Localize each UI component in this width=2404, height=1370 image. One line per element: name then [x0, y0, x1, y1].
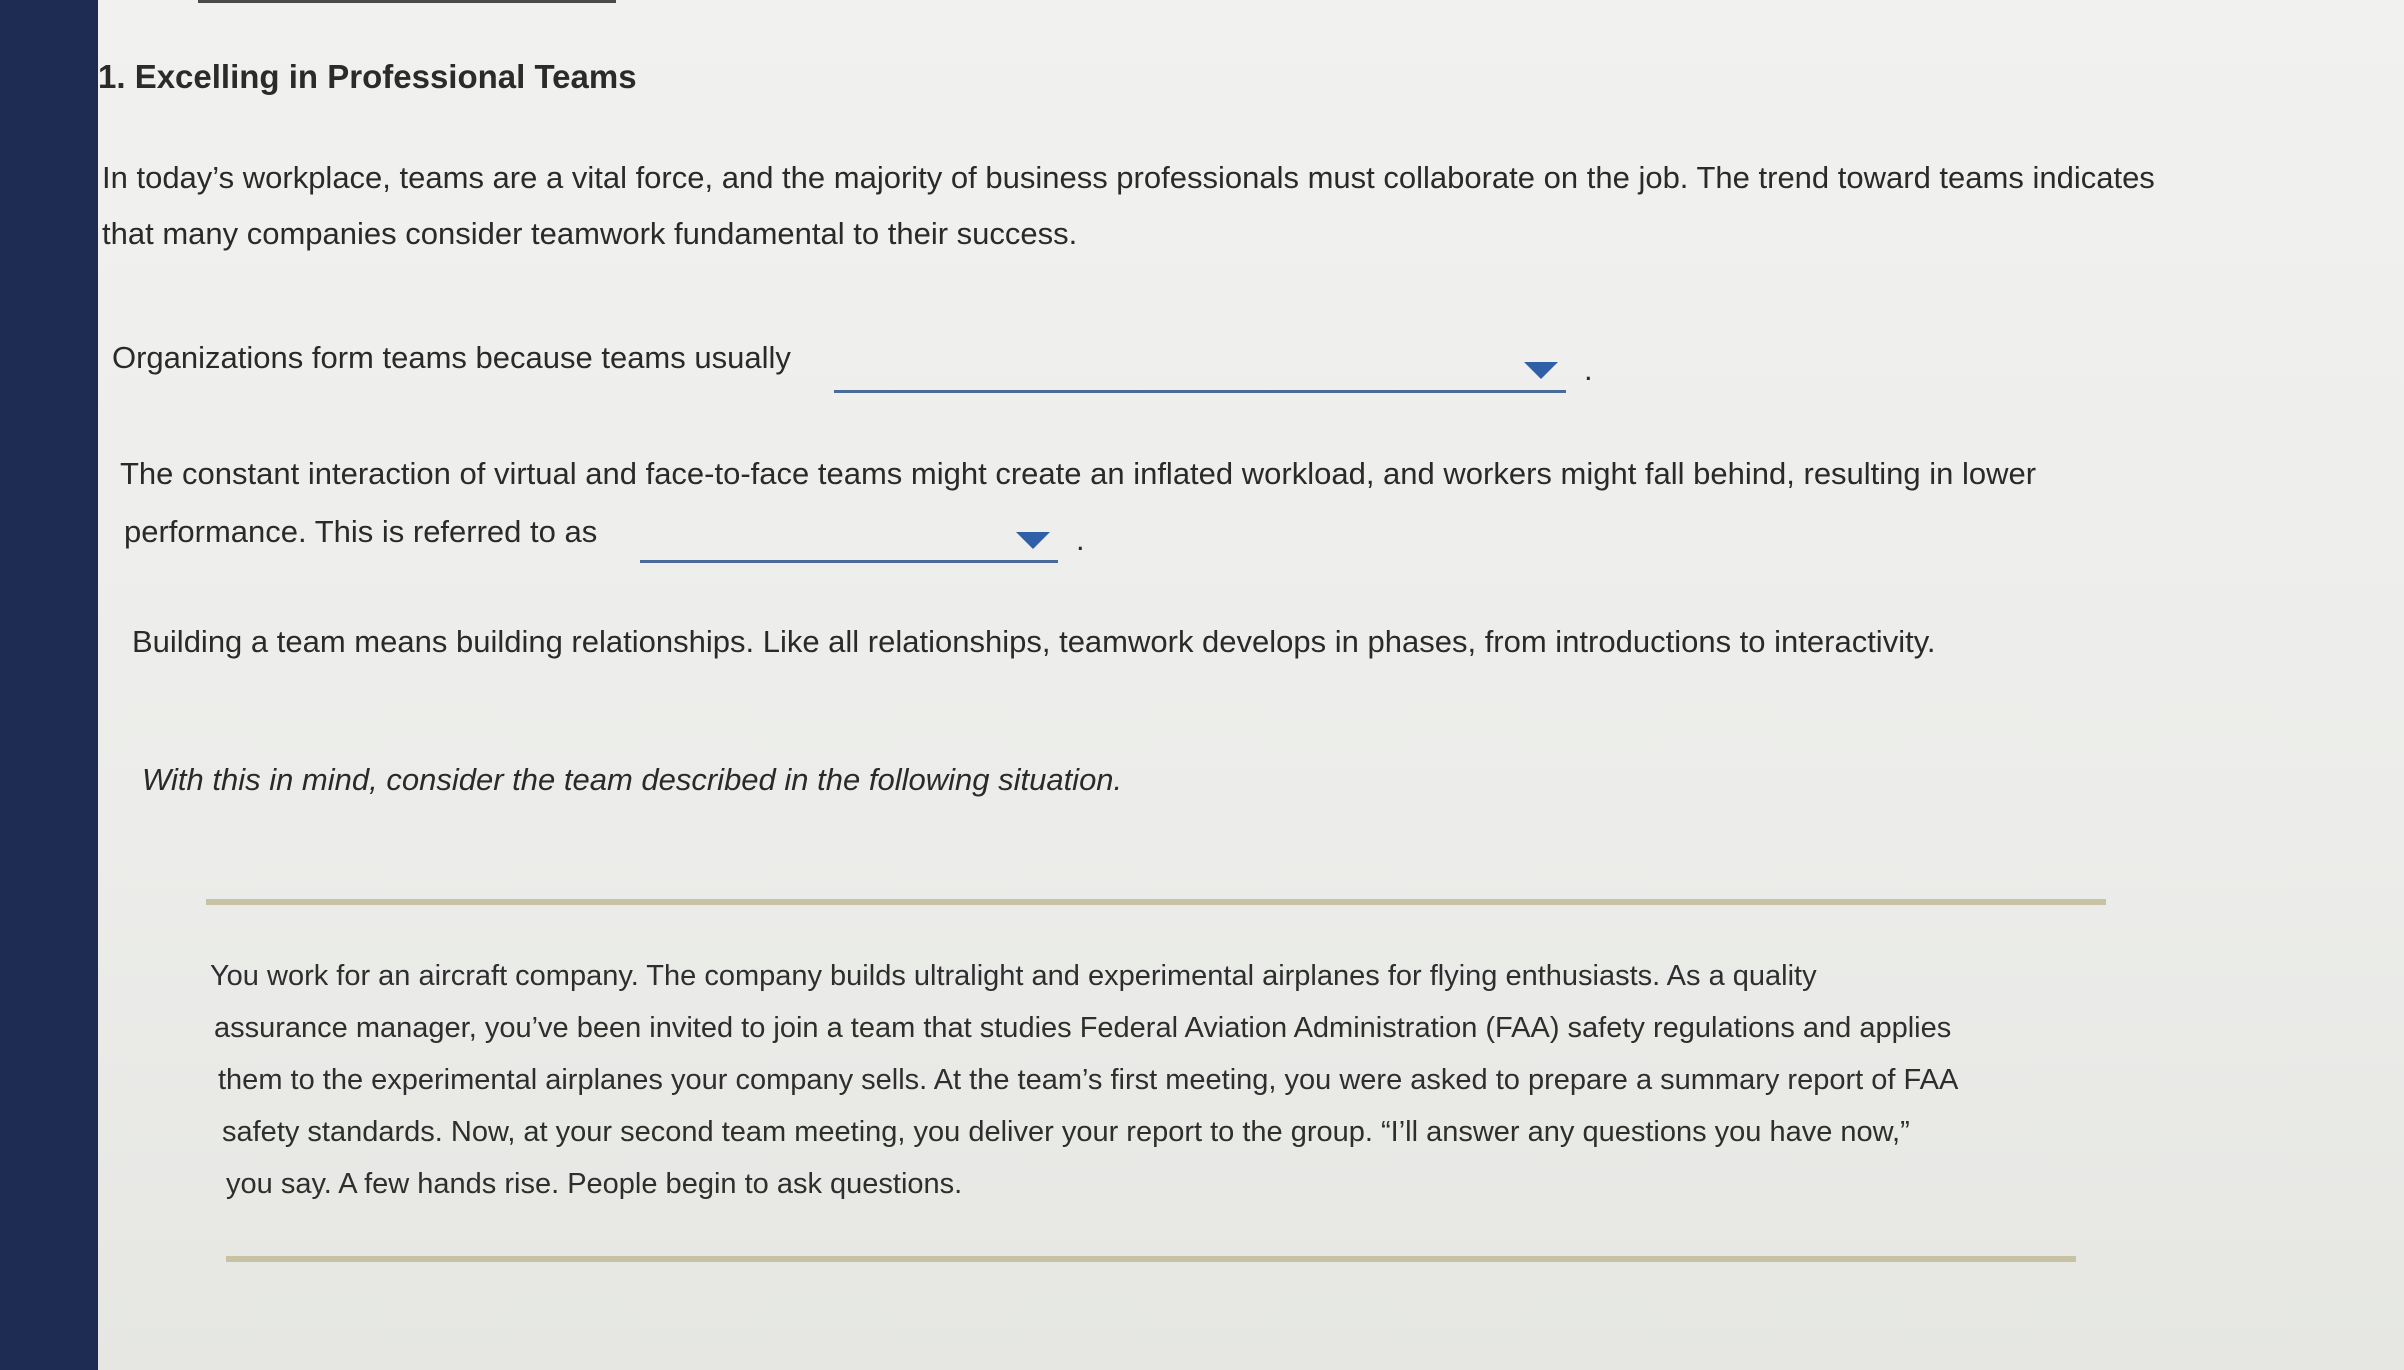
- scenario-bottom-rule: [226, 1256, 2076, 1262]
- building-paragraph: Building a team means building relationships. Like all relationships, teamwork develops in phases, from introductions to interactivity.: [132, 624, 1936, 659]
- q2-answer-dropdown[interactable]: [640, 520, 1058, 563]
- scenario-line: safety standards. Now, at your second team meeting, you deliver your report to the group. “I’ll answer any questions you have now,”: [222, 1116, 1910, 1148]
- q1-answer-dropdown[interactable]: [834, 350, 1566, 393]
- scenario-line: them to the experimental airplanes your company sells. At the team’s first meeting, you were asked to prepare a summary report of FAA: [218, 1064, 1959, 1096]
- q2-prompt-line: performance. This is referred to as: [124, 514, 598, 549]
- question-page: [98, 0, 2404, 1370]
- q2-prompt-line: The constant interaction of virtual and face-to-face teams might create an inflated workload, and workers might fall behind, resulting in lower: [120, 456, 2037, 491]
- scenario-line: You work for an aircraft company. The company builds ultralight and experimental airplanes for flying enthusiasts. As a quality: [210, 960, 1817, 992]
- scenario-top-rule: [206, 899, 2106, 905]
- caret-down-icon: [1524, 362, 1558, 379]
- intro-line: In today’s workplace, teams are a vital force, and the majority of business professionals must collaborate on the job. The trend toward teams indicates: [102, 160, 2155, 195]
- scenario-box: [210, 950, 2090, 1210]
- scenario-line: you say. A few hands rise. People begin to ask questions.: [226, 1168, 963, 1200]
- q1-prompt: Organizations form teams because teams usually: [112, 340, 791, 375]
- situation-intro: With this in mind, consider the team described in the following situation.: [142, 762, 1123, 797]
- question-title: 1. Excelling in Professional Teams: [98, 58, 637, 95]
- caret-down-icon: [1016, 532, 1050, 549]
- top-divider: [198, 0, 616, 3]
- scenario-line: assurance manager, you’ve been invited to join a team that studies Federal Aviation Administration (FAA) safety regulations and applies: [214, 1012, 1952, 1044]
- q1-period: .: [1584, 352, 1593, 387]
- intro-line: that many companies consider teamwork fundamental to their success.: [102, 216, 1078, 251]
- intro-paragraph: [102, 150, 2155, 262]
- q2-period: .: [1076, 522, 1085, 557]
